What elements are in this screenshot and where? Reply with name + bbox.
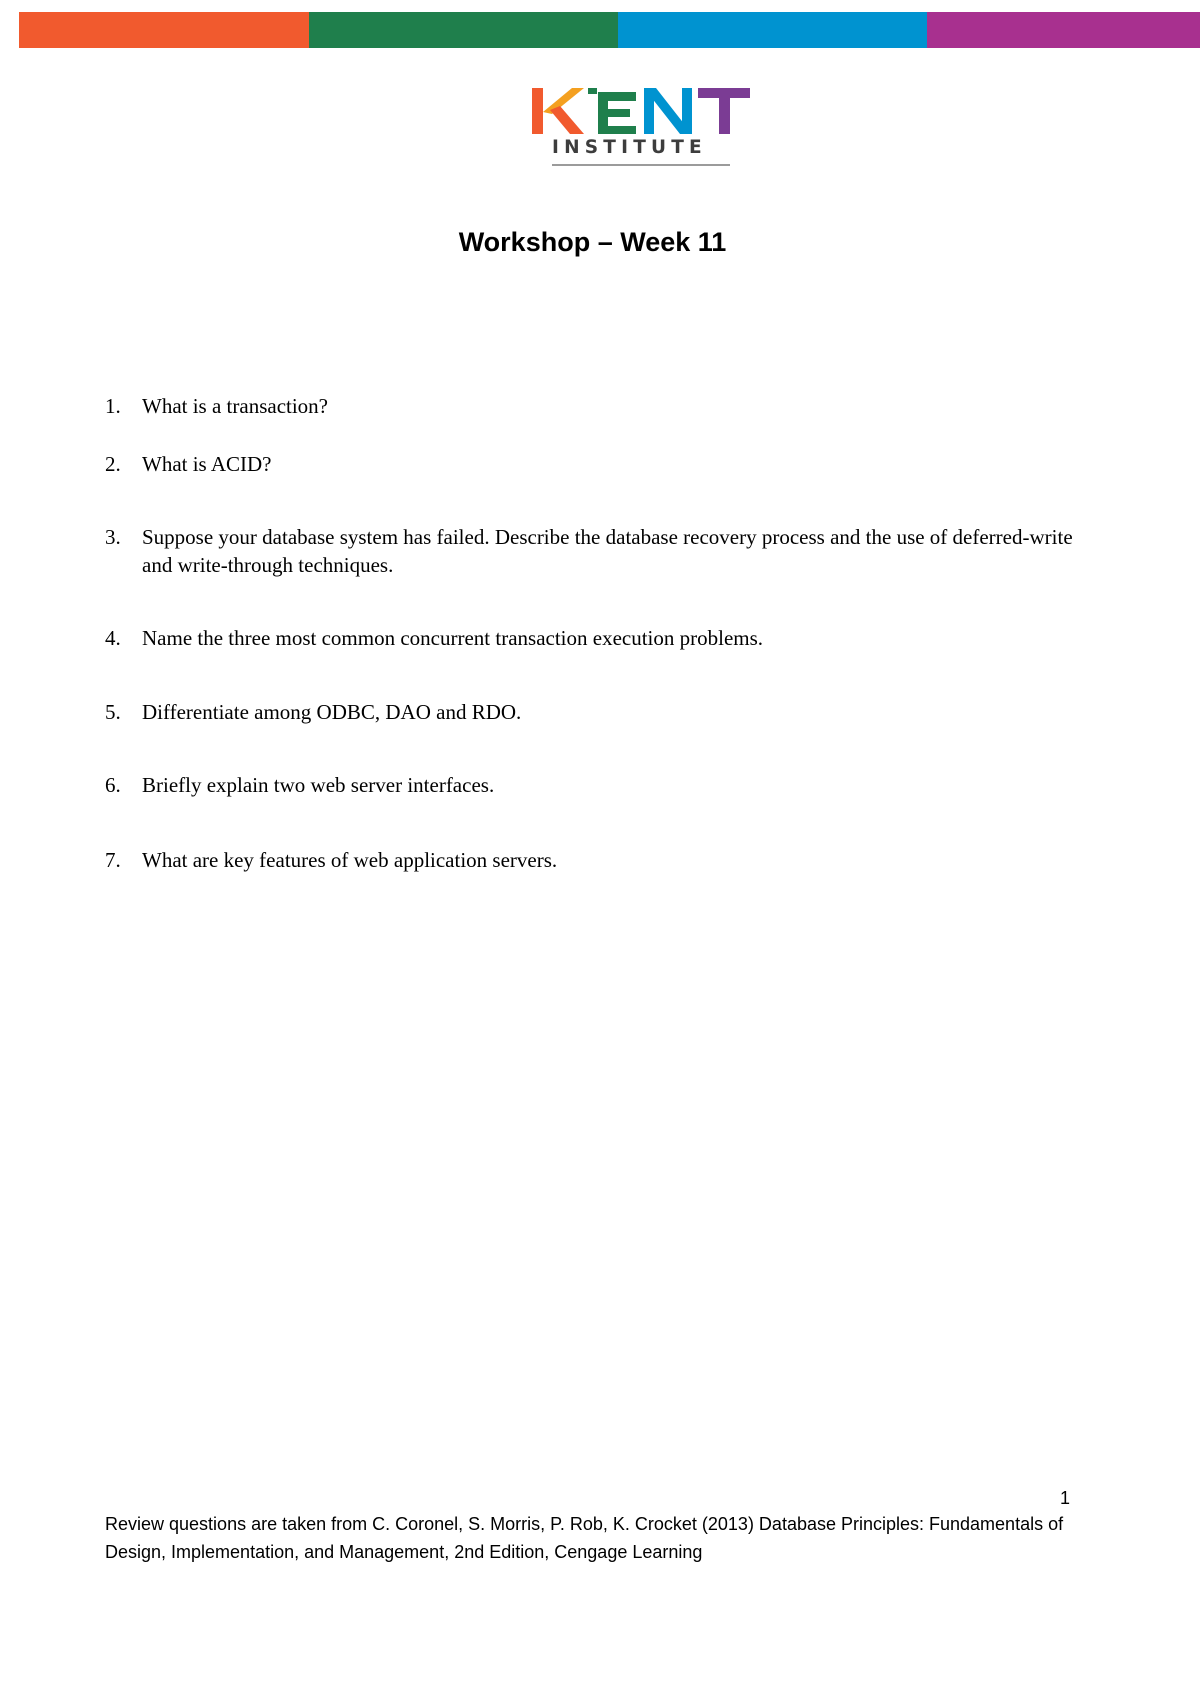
question-text: What is ACID?: [142, 452, 272, 476]
question-text: What is a transaction?: [142, 394, 329, 418]
question-number: 2.: [105, 452, 121, 476]
question-item: [105, 450, 1085, 478]
question-text: Name the three most common concurrent transaction execution problems.: [142, 626, 764, 650]
color-bar-segment-purple: [927, 12, 1200, 48]
question-number: 1.: [105, 394, 121, 418]
logo-subtitle: INSTITUTE: [552, 137, 707, 158]
question-item: [105, 523, 1085, 579]
question-text: Differentiate among ODBC, DAO and RDO.: [142, 700, 522, 724]
header-color-bar: [19, 12, 1200, 48]
question-item: [105, 698, 1085, 726]
kent-institute-logo: [530, 86, 760, 172]
question-item: [105, 392, 1085, 420]
question-number: 3.: [105, 525, 121, 549]
question-item: [105, 846, 1085, 874]
question-text: Suppose your database system has failed. Describe the database recovery process and the use of deferred-write and write-through techniques.: [142, 525, 1073, 577]
logo-wordmark: [532, 86, 752, 136]
color-bar-segment-orange: [19, 12, 309, 48]
question-item: [105, 624, 1085, 652]
question-number: 6.: [105, 773, 121, 797]
page-title: Workshop – Week 11: [458, 227, 727, 257]
color-bar-segment-blue: [618, 12, 927, 48]
question-item: [105, 771, 1085, 799]
footer-citation: Review questions are taken from C. Coronel, S. Morris, P. Rob, K. Crocket (2013) Database Principles: Fundamentals of Design, Implementation, and Management, 2nd Edition, Cengage Learning: [105, 1514, 1064, 1562]
logo-tagline: [552, 161, 730, 169]
question-number: 5.: [105, 700, 121, 724]
question-text: What are key features of web application servers.: [142, 848, 558, 872]
color-bar-segment-green: [309, 12, 618, 48]
question-text: Briefly explain two web server interfaces.: [142, 773, 495, 797]
question-number: 4.: [105, 626, 121, 650]
question-number: 7.: [105, 848, 121, 872]
page-number: 1: [1060, 1488, 1071, 1508]
